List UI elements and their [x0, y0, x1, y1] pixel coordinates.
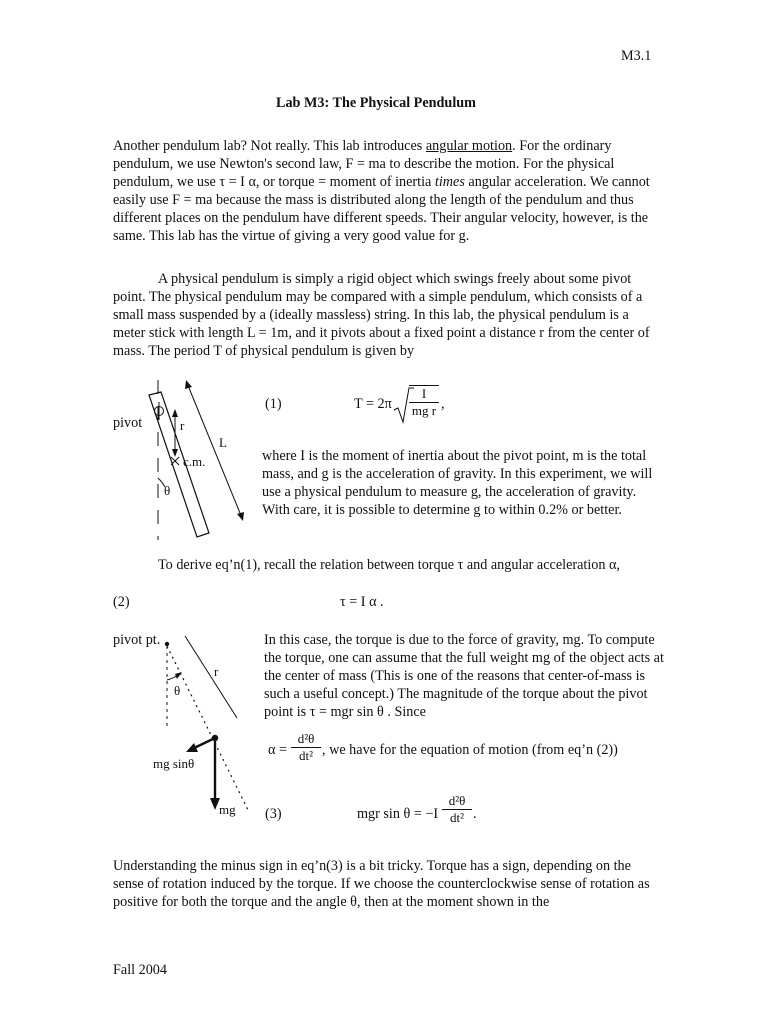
eq1-numerator: I	[421, 386, 427, 401]
eq1-fraction	[409, 385, 439, 419]
figure-physical-pendulum	[105, 375, 255, 545]
alpha-lhs: α =	[268, 742, 287, 758]
times-italic: times	[434, 174, 465, 190]
fig1-r-label: r	[180, 418, 185, 433]
intro-text-2: . For the ordinary pendulum, we use Newton's second law, F = ma to describe the motion. For the physical pendulum, we use τ = I α, or torque = moment of inertia	[113, 138, 615, 190]
fig2-mgsin-label: mg sinθ	[153, 756, 195, 771]
eq3-lhs: mgr sin θ = −I	[357, 806, 439, 822]
r-arrowhead-bottom	[172, 449, 178, 457]
fig2-pivot-label: pivot pt.	[113, 632, 161, 648]
fig1-theta-label: θ	[164, 483, 171, 498]
fig2-r-label: r	[214, 664, 219, 679]
eq1-number: (1)	[265, 396, 282, 412]
L-arrow	[187, 383, 242, 518]
r-length-line	[185, 636, 237, 718]
fig2-mg-label: mg	[219, 802, 236, 817]
eq3-numerator: d²θ	[448, 793, 466, 808]
fig2-theta-label: θ	[174, 683, 181, 698]
r-arrowhead-top	[172, 409, 178, 417]
eq1-lhs: T = 2π	[354, 396, 392, 412]
derive-paragraph: To derive eq’n(1), recall the relation between torque τ and angular acceleration α,	[158, 557, 620, 573]
eq3-fraction	[442, 793, 472, 826]
intro-text-1: Another pendulum lab? Not really. This lab introduces	[113, 138, 426, 154]
eq1-denominator: mg r	[409, 402, 439, 419]
alpha-fraction	[291, 731, 321, 764]
page-title: Lab M3: The Physical Pendulum	[276, 95, 476, 111]
intro-paragraph	[113, 137, 653, 245]
eq3-number: (3)	[265, 806, 282, 822]
eq1-comma: ,	[441, 396, 445, 412]
fig1-L-label: L	[219, 435, 227, 450]
alpha-denominator: dt²	[291, 747, 321, 764]
alpha-tail-text: , we have for the equation of motion (from eq’n (2))	[322, 742, 618, 758]
L-arrowhead-top	[185, 380, 192, 389]
minus-sign-paragraph: Understanding the minus sign in eq’n(3) is a bit tricky. Torque has a sign, depending on the sense of rotation induced by the torque. If we choose the counterclockwise sense of rotation as positive for both the torque and the angle θ, then at the moment shown in the	[113, 858, 650, 910]
physical-pendulum-paragraph: A physical pendulum is simply a rigid object which swings freely about some pivot point. The physical pendulum may be compared with a simple pendulum, which consists of a small mass suspended by a (ideally massless) string. In this lab, the physical pendulum is a meter stick with length L = 1m, and it pivots about a fixed point a distance r from the center of mass. The period T of physical pendulum is given by	[113, 271, 650, 359]
L-arrowhead-bottom	[237, 512, 244, 521]
page-number: M3.1	[621, 48, 652, 64]
eq2-number: (2)	[113, 594, 130, 610]
page-footer: Fall 2004	[113, 962, 167, 978]
fig1-cm-label: c.m.	[183, 454, 206, 469]
fig1-pivot-label: pivot	[113, 415, 143, 431]
intro-text-3: angular acceleration. We cannot easily use F = ma because the mass is distributed along the length of the pendulum and thus different places on the pendulum have different speeds. Their angular velocity, however, is the same. This lab has the virtue of giving a very good value for g.	[113, 174, 650, 244]
pivot-point-dot	[165, 642, 169, 646]
torque-paragraph: In this case, the torque is due to the force of gravity, mg. To compute the torque, one can assume that the full weight mg of the object acts at the center of mass (This is one of the reasons that center-of-mass is such a useful concept.) The magnitude of the torque about the pivot point is τ = mgr sin θ . Since	[264, 632, 664, 720]
eq3-period: .	[473, 806, 477, 822]
eq3-denominator: dt²	[442, 809, 472, 826]
fig2-theta-arrowhead	[175, 672, 182, 679]
moment-of-inertia-paragraph: where I is the moment of inertia about the pivot point, m is the total mass, and g is the acceleration of gravity. In this experiment, we will use a physical pendulum to measure g, the acceleration of gravity. With care, it is possible to determine g to within 0.2% or better.	[262, 448, 653, 518]
alpha-numerator: d²θ	[297, 731, 315, 746]
figure-torque-diagram	[150, 630, 260, 820]
eq2-expr: τ = I α .	[340, 594, 384, 610]
angular-motion-underlined: angular motion	[425, 138, 513, 154]
